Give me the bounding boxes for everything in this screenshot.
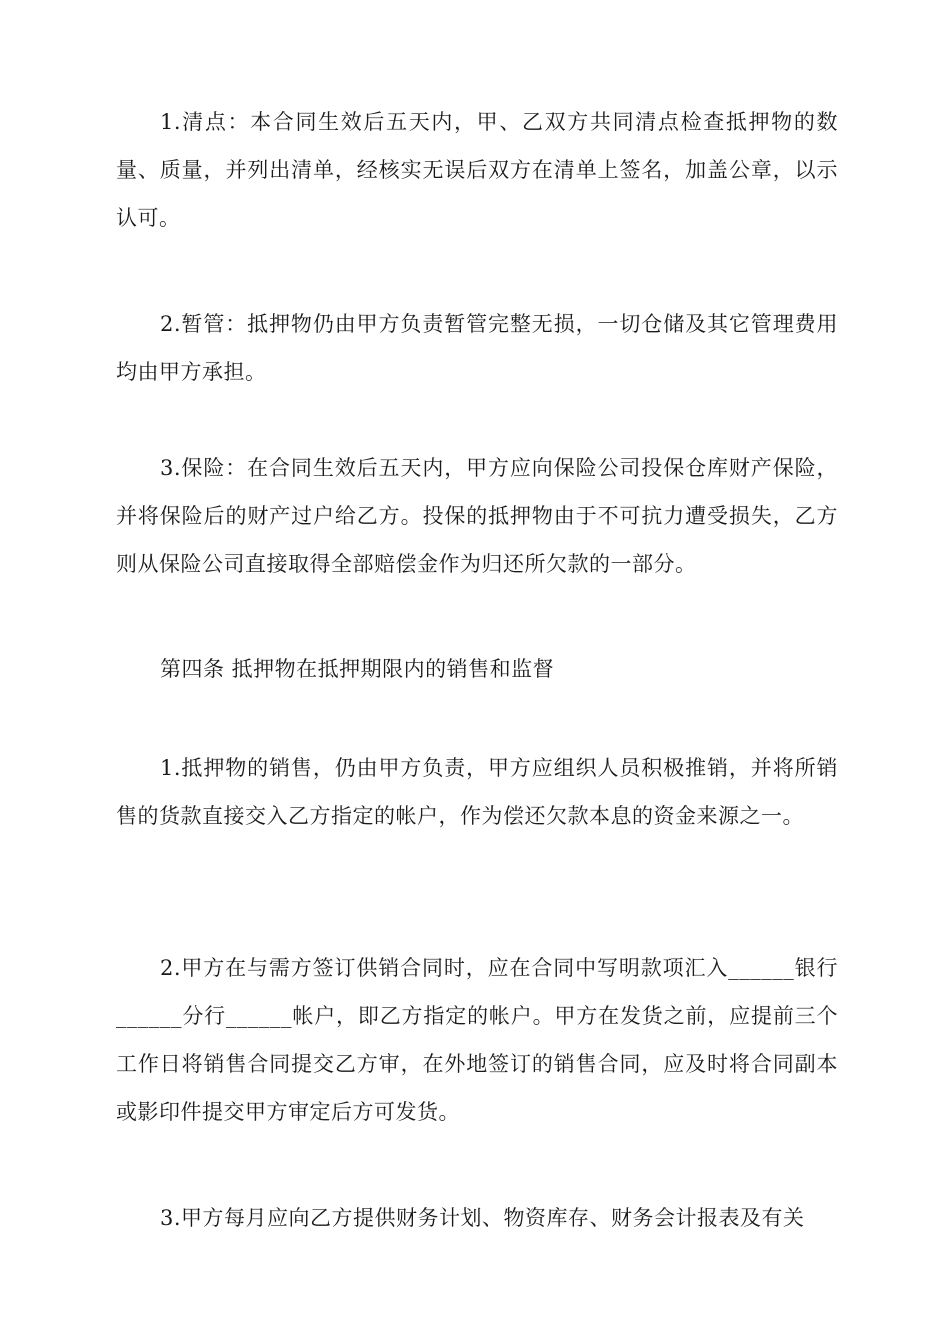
paragraph-monthly-reports: 3.甲方每月应向乙方提供财务计划、物资库存、财务会计报表及有关 bbox=[160, 1206, 805, 1230]
section-heading-article-four: 第四条 抵押物在抵押期限内的销售和监督 bbox=[160, 657, 555, 681]
paragraph-temporary-custody: 2.暂管：抵押物仍由甲方负责暂管完整无损，一切仓储及其它管理费用均由甲方承担。 bbox=[116, 312, 838, 384]
paragraph-collateral-sales: 1.抵押物的销售，仍由甲方负责，甲方应组织人员积极推销，并将所销售的货款直接交入乙方指定的帐户，作为偿还欠款本息的资金来源之一。 bbox=[116, 756, 838, 828]
paragraph-insurance: 3.保险：在合同生效后五天内，甲方应向保险公司投保仓库财产保险，并将保险后的财产过户给乙方。投保的抵押物由于不可抗力遭受损失，乙方则从保险公司直接取得全部赔偿金作为归还所欠款的一部分。 bbox=[116, 456, 838, 576]
paragraph-supply-contract: 2.甲方在与需方签订供销合同时，应在合同中写明款项汇入______银行______分行______帐户，即乙方指定的帐户。甲方在发货之前，应提前三个工作日将销售合同提交乙方审，在外地签订的销售合同，应及时将合同副本或影印件提交甲方审定后方可发货。 bbox=[116, 956, 838, 1124]
paragraph-inventory-check: 1.清点：本合同生效后五天内，甲、乙双方共同清点检查抵押物的数量、质量，并列出清单，经核实无误后双方在清单上签名，加盖公章，以示认可。 bbox=[116, 110, 838, 230]
